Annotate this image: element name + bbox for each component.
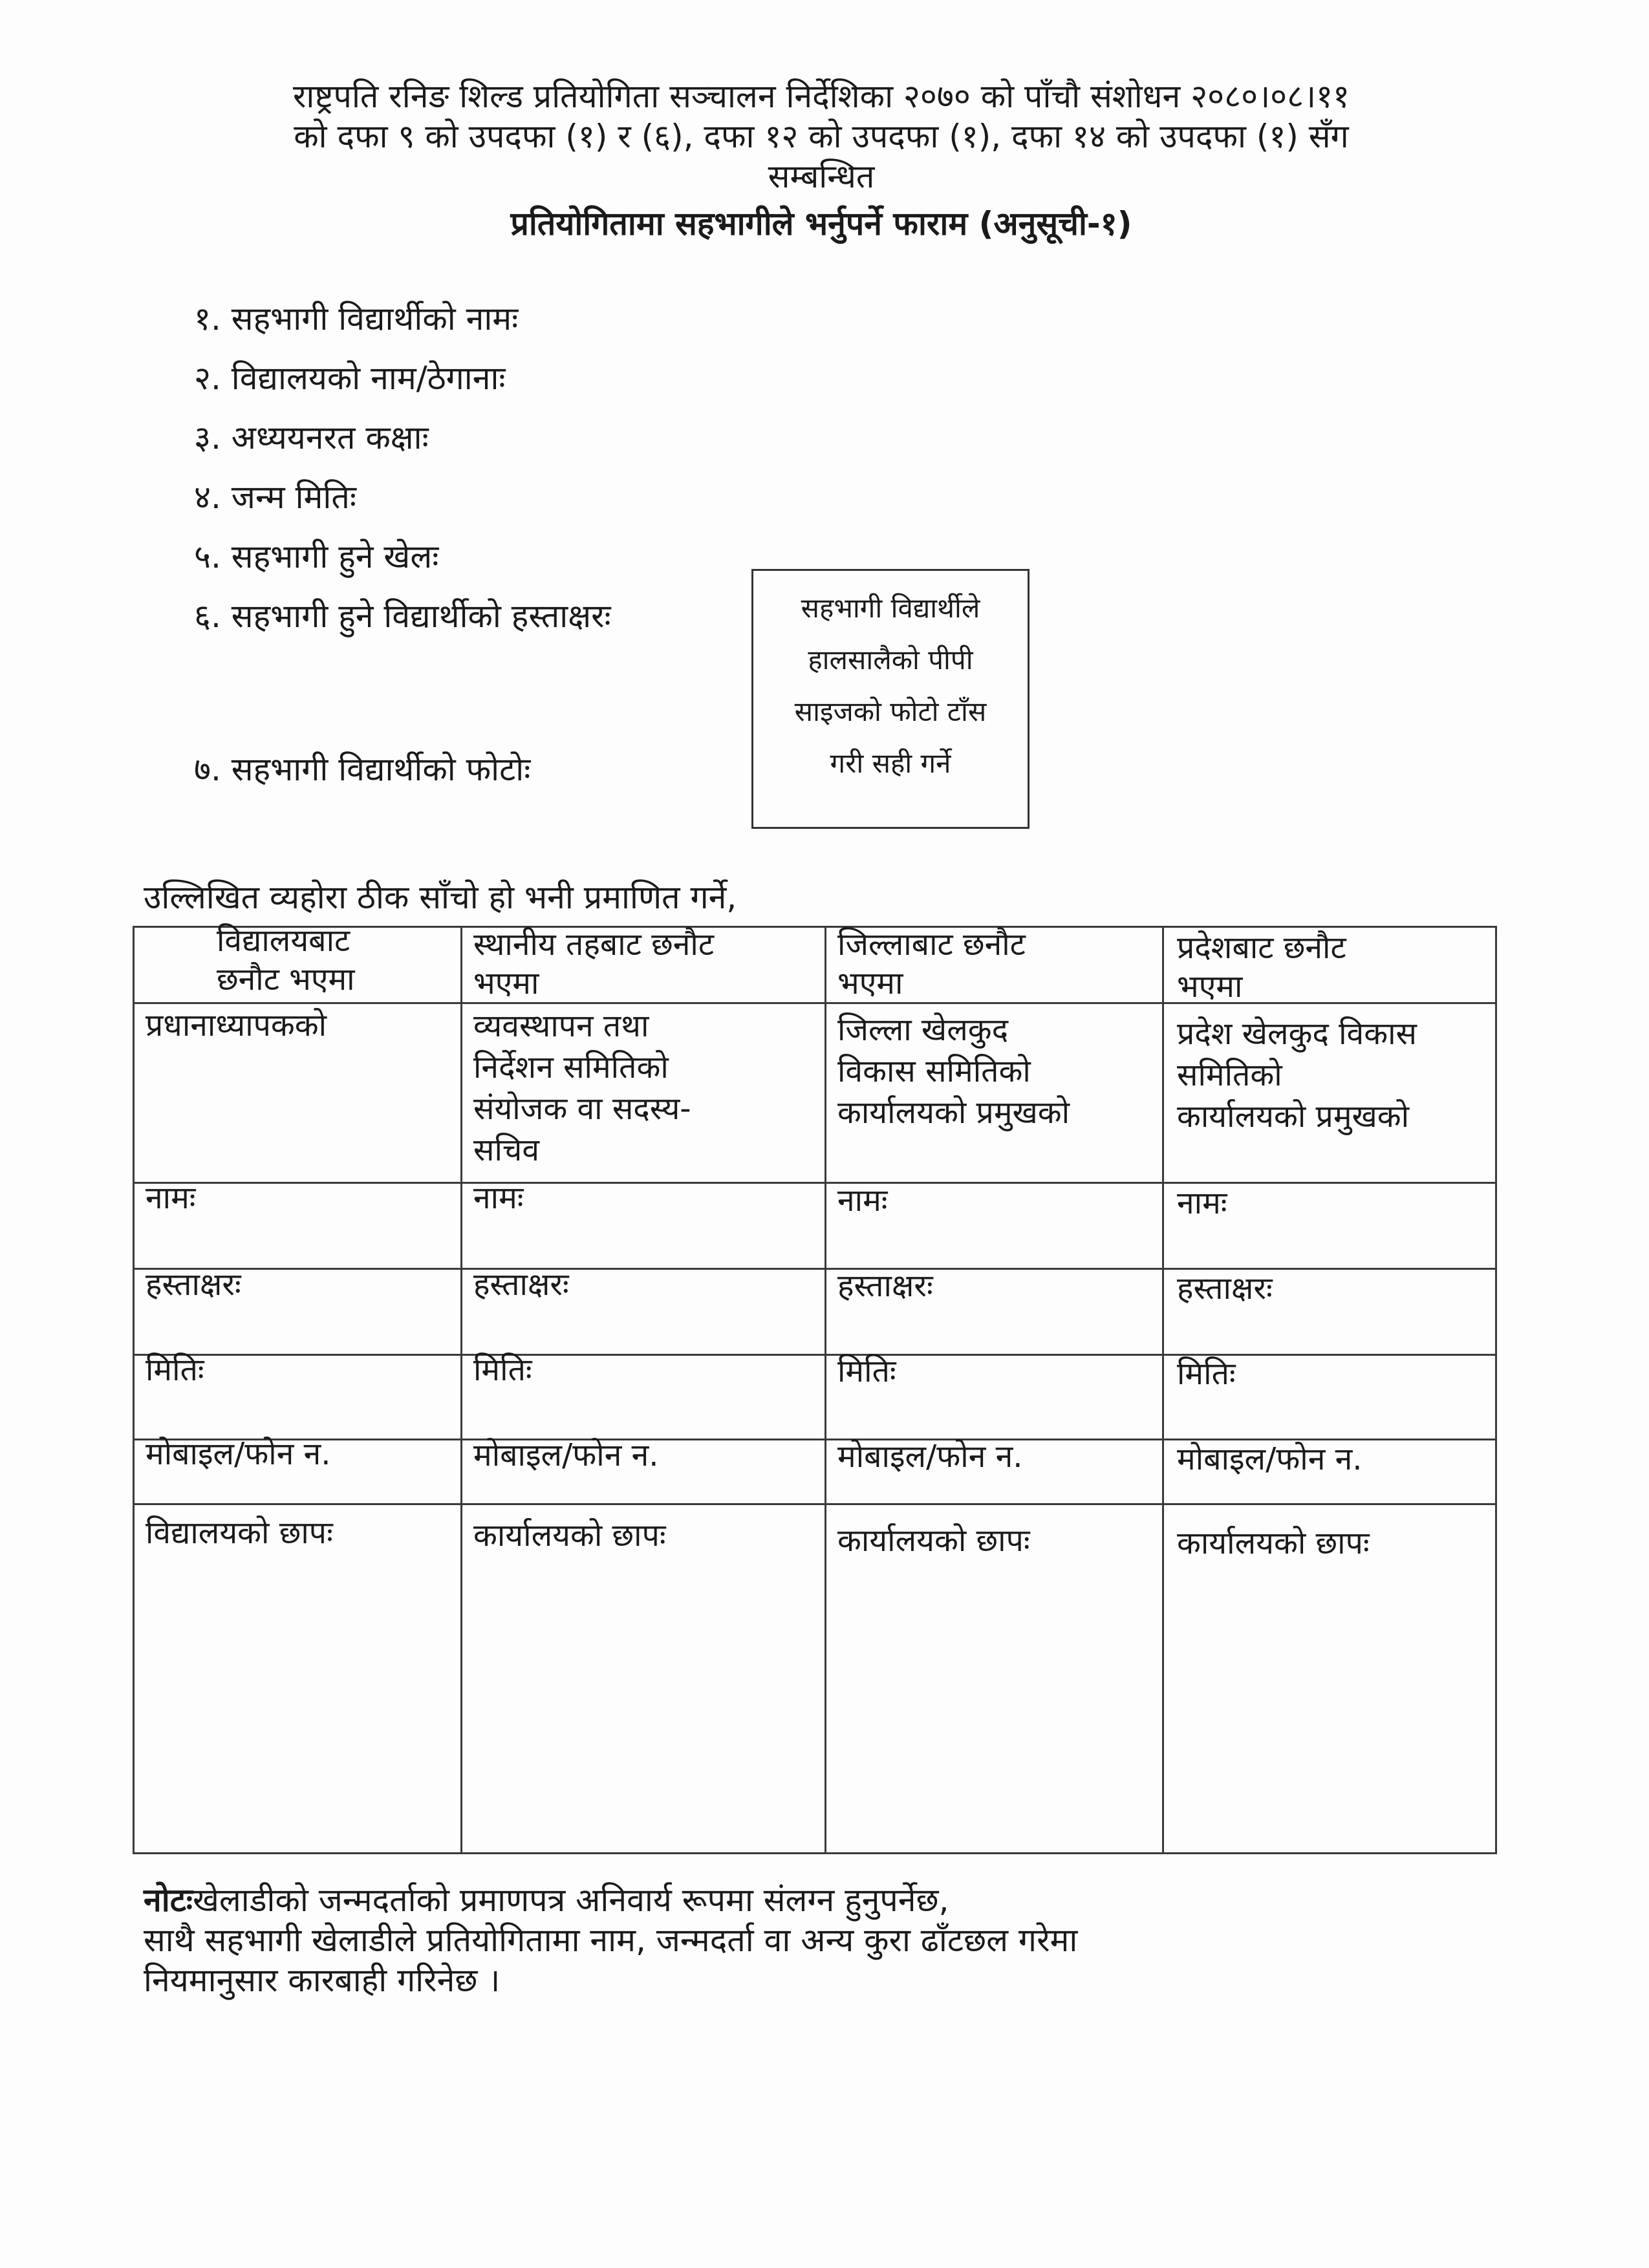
document-header [136,76,1507,197]
table-header-cell: भएमा [1177,968,1243,1005]
field-class: ३. अध्ययनरत कक्षाः [194,419,429,456]
note-line-3: नियमानुसार कारबाही गरिनेछ । [144,1962,501,1999]
table-header-cell: विद्यालयबाट [217,923,350,959]
name-field[interactable]: नामः [146,1180,196,1216]
certification-statement: उल्लिखित व्यहोरा ठीक साँचो हो भनी प्रमाणित गर्ने, [144,879,737,916]
table-header-cell: छनौट भएमा [217,961,355,998]
header-line-2: को दफा ९ को उपदफा (१) र (६), दफा १२ को उपदफा (१), दफा १४ को उपदफा (१) सँग [294,118,1349,155]
signature-field[interactable]: हस्ताक्षरः [146,1267,241,1303]
stamp-field[interactable]: कार्यालयको छापः [473,1517,666,1554]
table-column-divider [1162,926,1164,1854]
table-header-cell: भएमा [473,965,539,1001]
table-header-cell: भएमा [837,965,903,1001]
name-field[interactable]: नामः [837,1182,888,1219]
table-border [1495,926,1497,1854]
note-line-1: खेलाडीको जन्मदर्ताको प्रमाणपत्र अनिवार्य रूपमा संलग्न हुनुपर्नेछ, [193,1881,949,1919]
table-cell: प्रदेश खेलकुद विकास [1177,1016,1417,1052]
table-cell: सचिव [473,1132,540,1168]
photo-box-line: सहभागी विद्यार्थीले [801,592,980,624]
date-field[interactable]: मितिः [473,1352,532,1388]
table-cell: प्रधानाध्यापकको [146,1007,327,1043]
photo-box-line: गरी सही गर्ने [830,747,951,779]
signature-field[interactable]: हस्ताक्षरः [837,1268,933,1304]
table-cell: निर्देशन समितिको [473,1049,669,1086]
table-border [133,1852,1497,1854]
table-column-divider [824,926,826,1854]
table-column-divider [460,926,462,1854]
table-cell: कार्यालयको प्रमुखको [837,1095,1070,1131]
field-birth-date: ४. जन्म मितिः [194,478,356,516]
date-field[interactable]: मितिः [837,1353,896,1389]
table-header-cell: स्थानीय तहबाट छनौट [473,926,715,963]
phone-field[interactable]: मोबाइल/फोन न. [146,1436,331,1472]
table-cell: संयोजक वा सदस्य- [473,1091,691,1127]
date-field[interactable]: मितिः [146,1352,204,1388]
stamp-field[interactable]: कार्यालयको छापः [837,1523,1030,1559]
table-cell: कार्यालयको प्रमुखको [1177,1098,1410,1135]
table-cell: जिल्ला खेलकुद [837,1012,1009,1048]
phone-field[interactable]: मोबाइल/फोन न. [473,1437,659,1473]
phone-field[interactable]: मोबाइल/फोन न. [1177,1441,1363,1477]
signature-field[interactable]: हस्ताक्षरः [1177,1270,1273,1307]
name-field[interactable]: नामः [1177,1185,1227,1221]
field-school-name-address: २. विद्यालयको नाम/ठेगानाः [194,359,506,397]
table-row-divider [133,1503,1497,1505]
photo-box-line: साइजको फोटो टाँस [794,696,987,727]
stamp-field[interactable]: कार्यालयको छापः [1177,1525,1370,1561]
field-student-photo: ७. सहभागी विद्यार्थीको फोटोः [194,751,531,788]
header-line-3: सम्बन्धित [768,158,875,195]
note-line-2: साथै सहभागी खेलाडीले प्रतियोगितामा नाम, जन्मदर्ता वा अन्य कुरा ढाँटछल गरेमा [144,1921,1078,1959]
form-title: प्रतियोगितामा सहभागीले भर्नुपर्ने फाराम (अनुसूची-१) [510,205,1132,242]
photo-box-line: हालसालैको पीपी [808,644,973,676]
table-row-divider [133,1354,1497,1356]
field-student-signature: ६. सहभागी हुने विद्यार्थीको हस्ताक्षरः [194,597,611,635]
note-label: नोटः [144,1881,193,1919]
note-section [144,1880,1077,2000]
signature-field[interactable]: हस्ताक्षरः [473,1267,569,1303]
date-field[interactable]: मितिः [1177,1356,1236,1392]
table-cell: विकास समितिको [837,1053,1031,1089]
table-row-divider [133,1268,1497,1270]
phone-field[interactable]: मोबाइल/फोन न. [837,1439,1023,1475]
stamp-field[interactable]: विद्यालयको छापः [146,1515,333,1551]
photo-box [751,569,1029,829]
field-student-name: १. सहभागी विद्यार्थीको नामः [194,300,519,337]
table-cell: व्यवस्थापन तथा [473,1008,649,1044]
header-line-1: राष्ट्रपति रनिङ शिल्ड प्रतियोगिता सञ्चालन निर्देशिका २०७० को पाँचौ संशोधन २०८०।०८।११ [292,78,1350,115]
name-field[interactable]: नामः [473,1180,524,1216]
table-cell: समितिको [1177,1057,1282,1093]
table-header-cell: प्रदेशबाट छनौट [1177,930,1346,966]
table-header-cell: जिल्लाबाट छनौट [837,926,1026,963]
field-sport: ५. सहभागी हुने खेलः [194,538,439,575]
table-row-divider [133,1182,1497,1184]
table-border [133,926,135,1854]
table-row-divider [133,1002,1497,1004]
